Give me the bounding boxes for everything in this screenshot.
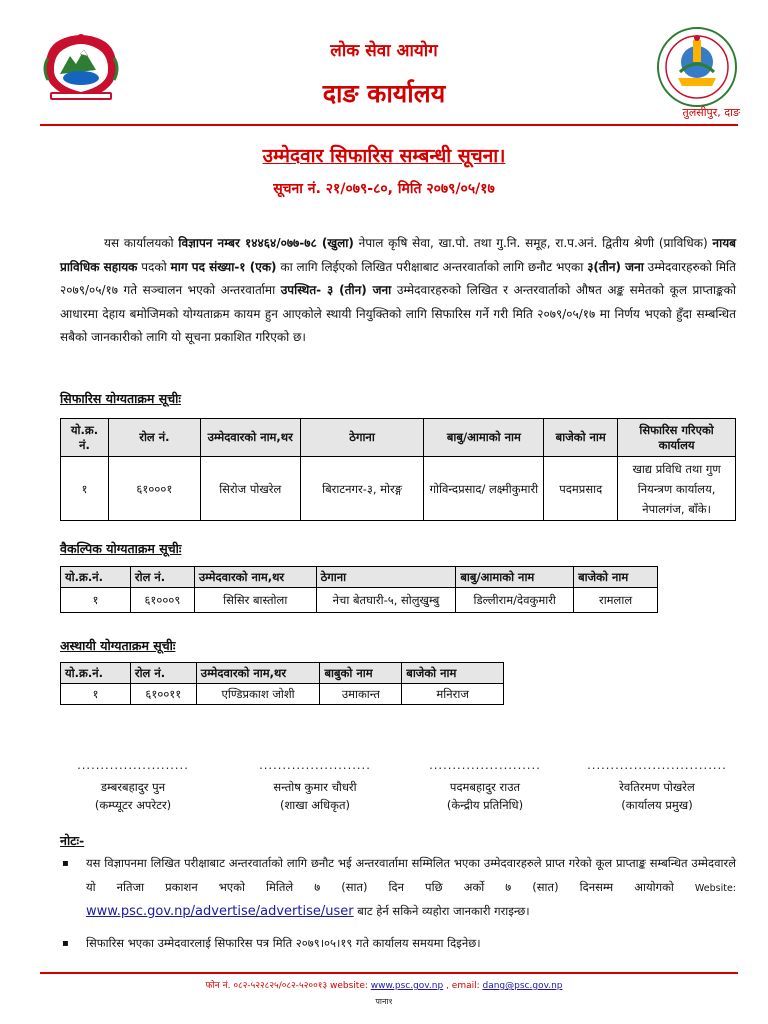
table-cell: सिसिर बास्तोला — [194, 588, 316, 613]
table-header-row — [61, 663, 504, 684]
table-header-cell: रोल नं. — [130, 567, 194, 588]
signatory-post: (कम्प्यूटर अपरेटर) — [94, 798, 172, 812]
table-cell: खाद्य प्रविधि तथा गुण नियन्त्रण कार्यालय, नेपालगंज, बाँके। — [618, 457, 736, 521]
footer-contact — [0, 978, 768, 991]
square-bullet-icon: ▪ — [62, 937, 69, 949]
signature-block — [240, 758, 390, 814]
footer-email-label: , email: — [443, 981, 483, 991]
signatory-post: (कार्यालय प्रमुख) — [621, 798, 693, 812]
table-cell: नेचा बेतघारी-५, सोलुखुम्बु — [316, 588, 456, 613]
signatory-post: (शाखा अधिकृत) — [279, 798, 351, 812]
table-header-cell: उम्मेदवारको नाम,थर — [194, 567, 316, 588]
table-header-cell: बाजेको नाम — [544, 419, 618, 457]
footer-divider — [40, 972, 738, 974]
body-text: उम्मेदवारहरुको मिति २०७९/०५/१७ गते सञ्चालन भएको अन्तरवार्तामा — [60, 259, 736, 297]
signature-block — [58, 758, 208, 814]
body-bold: ३(तीन) जना — [587, 259, 644, 274]
table-header-cell: ठेगाना — [316, 567, 456, 588]
square-bullet-icon: ▪ — [62, 858, 69, 869]
alternate-list-table — [60, 566, 658, 613]
table-header-cell: रोल नं. — [130, 663, 196, 684]
page-number: पाना१ — [375, 997, 393, 1006]
table-cell: पदमप्रसाद — [544, 457, 618, 521]
body-text: उम्मेदवारहरुको लिखित र अन्तरवार्ताको औषत अङ्क समेतको कूल प्राप्ताङ्कको आधारमा देहाय बमोजिमको योग्यताक्रम कायम हुन आएकोले स्थायी नियुक्तिको लागि सिफारिस गर्ने गरी मिति २०७९/०५/१७ मा निर्णय भएको हुँदा सम्बन्धित सबैको जानकारीको लागि यो सूचना प्रकाशित गरिएको छ। — [60, 283, 736, 344]
signature-block — [410, 758, 560, 814]
table-header-cell: ठेगाना — [300, 419, 424, 457]
table-header-cell: सिफारिस गरिएको कार्यालय — [618, 419, 736, 457]
table-header-cell: उम्मेदवारको नाम,थर — [200, 419, 300, 457]
table-cell: १ — [61, 588, 131, 613]
body-text: का लागि लिईएको लिखित परीक्षाबाट अन्तरवार्ताको लागि छनौट भएका — [276, 259, 588, 274]
table-cell: १ — [61, 457, 109, 521]
notes-heading: नोटः- — [60, 833, 85, 848]
table-row — [61, 588, 658, 613]
notice-title: उम्मेदवार सिफारिस सम्बन्धी सूचना। — [262, 145, 506, 167]
signature-block — [582, 758, 732, 814]
org-name: लोक सेवा आयोग — [330, 41, 438, 61]
merit-list-label: सिफारिस योग्यताक्रम सूचीः — [60, 391, 181, 406]
table-header-cell: बाबुको नाम — [320, 663, 402, 684]
footer-website-link[interactable]: www.psc.gov.np — [370, 981, 444, 991]
alternate-list-label: वैकल्पिक योग्यताक्रम सूचीः — [60, 541, 182, 556]
signatory-name: पदमबहादुर राउत — [449, 780, 521, 794]
body-text: यस कार्यालयको — [104, 236, 179, 250]
signature-line: .............................. — [587, 758, 727, 772]
body-bold: विज्ञापन नम्बर १४४६४/०७७-७८ (खुला) — [178, 236, 354, 250]
temporary-list-label: अस्थायी योग्यताक्रम सूचीः — [60, 638, 176, 653]
table-header-cell: बाबु/आमाको नाम — [456, 567, 574, 588]
body-bold: नायब प्राविधिक सहायक — [60, 236, 737, 274]
signatory-name: डम्बरबहादुर पुन — [100, 780, 166, 794]
table-header-row — [61, 419, 736, 457]
note-text: सिफारिस भएका उम्मेदवारलाई सिफारिस पत्र मिति २०७९।०५।१९ गते कार्यालय समयमा दिइनेछ। — [86, 935, 481, 950]
table-header-cell: यो.क्र.नं. — [61, 663, 131, 684]
temporary-list-table — [60, 662, 504, 705]
letterhead — [0, 0, 768, 128]
table-cell: डिल्लीराम/देवकुमारी — [456, 588, 574, 613]
table-cell: मनिराज — [402, 684, 504, 705]
table-header-cell: रोल नं. — [108, 419, 200, 457]
notes-list — [60, 852, 736, 955]
notice-reference: सूचना नं. २१/०७९-८०, मिति २०७९/०५/१७ — [273, 181, 495, 197]
advertise-link[interactable]: www.psc.gov.np/advertise/advertise/user — [86, 904, 354, 919]
table-cell: बिराटनगर-३, मोरङ्ग — [300, 457, 424, 521]
body-paragraph — [60, 232, 736, 350]
psc-seal-icon — [656, 26, 738, 108]
note-text: बाट हेर्न सकिने व्यहोरा जानकारी गराइन्छ। — [353, 904, 530, 918]
table-header-cell: बाबु/आमाको नाम — [424, 419, 544, 457]
table-row — [61, 684, 504, 705]
table-header-cell: बाजेको नाम — [574, 567, 658, 588]
note-text: यस विज्ञापनमा लिखित परीक्षाबाट अन्तरवार्ताको लागि छनौट भई अन्तरवार्तामा सम्मिलित भएका उम्मेदवारहरुले प्राप्त गरेको कूल प्राप्ताङ्क सम्बन्धित उम्मेदवारले यो नतिजा प्रकाशन भएको मितिले ७ (सात) दिन पछि अर्को ७ (सात) दिनसम्म आयोगको — [86, 856, 736, 894]
note-item — [60, 932, 736, 956]
office-name: दाङ कार्यालय — [322, 79, 446, 108]
table-header-cell: बाजेको नाम — [402, 663, 504, 684]
seal-caption: तुलसीपुर, दाङ — [682, 106, 740, 119]
signature-line: ........................ — [77, 758, 189, 772]
note-item — [60, 852, 736, 924]
footer-phone: फोन नं. ०८२-५२२८२५/०८२-५२००१३ website: — [205, 981, 371, 991]
table-header-cell: यो.क्र.नं. — [61, 567, 131, 588]
signatory-name: सन्तोष कुमार चौधरी — [273, 780, 357, 794]
body-bold: उपस्थित- ३ (तीन) जना — [280, 283, 392, 297]
table-cell: रामलाल — [574, 588, 658, 613]
table-cell: ६१०००९ — [130, 588, 194, 613]
signatory-post: (केन्द्रीय प्रतिनिधि) — [446, 798, 524, 812]
table-cell: ६१००११ — [130, 684, 196, 705]
header-divider — [40, 124, 738, 126]
body-bold: माग पद संख्या-१ (एक) — [170, 259, 277, 274]
signature-line: ........................ — [259, 758, 371, 772]
table-header-cell: यो.क्र. नं. — [61, 419, 109, 457]
table-cell: ६१०००१ — [108, 457, 200, 521]
table-cell: सिरोज पोखरेल — [200, 457, 300, 521]
table-cell: १ — [61, 684, 131, 705]
table-cell: एण्डिप्रकाश जोशी — [196, 684, 320, 705]
table-header-row — [61, 567, 658, 588]
footer-email-link[interactable]: dang@psc.gov.np — [482, 981, 563, 991]
table-header-cell: उम्मेदवारको नाम,थर — [196, 663, 320, 684]
body-text: पदको — [137, 259, 171, 274]
table-row — [61, 457, 736, 521]
body-text: नेपाल कृषि सेवा, खा.पो. तथा गु.नि. समूह, रा.प.अनं. द्वितीय श्रेणी (प्राविधिक) — [353, 236, 713, 250]
website-label: Website: — [694, 882, 736, 894]
signature-line: ........................ — [429, 758, 541, 772]
table-cell: उमाकान्त — [320, 684, 402, 705]
signatory-name: रेवतिरमण पोखरेल — [619, 780, 695, 794]
merit-list-table — [60, 418, 736, 521]
table-cell: गोविन्दप्रसाद/ लक्ष्मीकुमारी — [424, 457, 544, 521]
